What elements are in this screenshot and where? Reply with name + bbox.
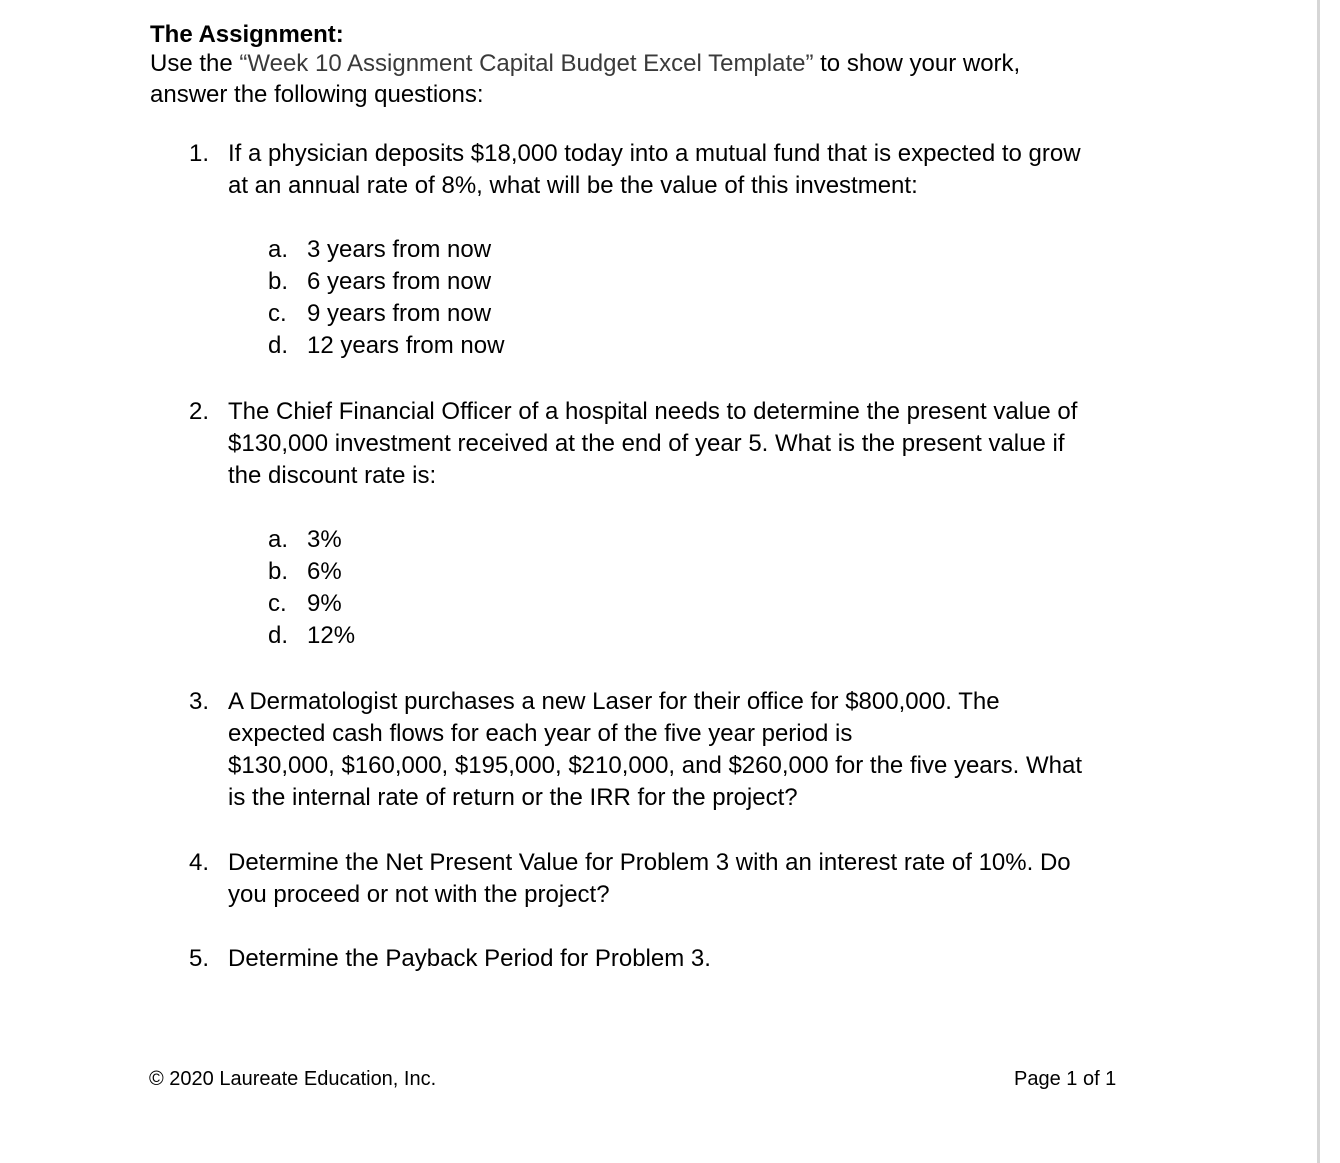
sub-item-letter: b. — [268, 268, 289, 295]
question-text — [228, 686, 1189, 814]
question-text — [228, 943, 1189, 975]
sub-item-letter: b. — [268, 558, 289, 585]
question-3 — [189, 686, 1189, 814]
question-line: A Dermatologist purchases a new Laser for their office for $800,000. The — [228, 688, 1000, 715]
question-line: at an annual rate of 8%, what will be the value of this investment: — [228, 172, 918, 199]
sub-item-letter: c. — [268, 300, 287, 327]
sub-item-letter: a. — [268, 526, 289, 553]
sub-item-text: 12% — [307, 622, 356, 649]
sub-item-letter: c. — [268, 590, 287, 617]
question-line: Determine the Payback Period for Problem 3. — [228, 945, 711, 972]
intro-line-1 — [150, 48, 1150, 79]
question-number: 3. — [189, 688, 210, 715]
question-1 — [189, 138, 1189, 202]
question-number: 4. — [189, 849, 210, 876]
question-line: expected cash flows for each year of the five year period is — [228, 720, 853, 747]
question-line: Determine the Net Present Value for Problem 3 with an interest rate of 10%. Do — [228, 849, 1071, 876]
question-number: 5. — [189, 945, 210, 972]
sub-item-text: 6% — [307, 558, 342, 585]
question-line: you proceed or not with the project? — [228, 881, 610, 908]
question-text — [228, 847, 1189, 911]
intro-line-2: answer the following questions: — [150, 81, 484, 108]
assignment-heading: The Assignment: — [150, 21, 344, 48]
page-edge-divider — [1317, 0, 1320, 1163]
question-number: 2. — [189, 398, 210, 425]
question-line: is the internal rate of return or the IRR for the project? — [228, 784, 798, 811]
question-text — [228, 138, 1189, 202]
sub-item-letter: a. — [268, 236, 289, 263]
question-line: The Chief Financial Officer of a hospital needs to determine the present value of — [228, 398, 1078, 425]
footer-copyright: © 2020 Laureate Education, Inc. — [149, 1068, 437, 1090]
question-line: If a physician deposits $18,000 today into a mutual fund that is expected to grow — [228, 140, 1081, 167]
question-text — [228, 396, 1189, 492]
sub-item-text: 9 years from now — [307, 300, 492, 327]
sub-item-text: 12 years from now — [307, 332, 505, 359]
sub-item-letter: d. — [268, 332, 289, 359]
intro-prefix: Use the — [150, 50, 240, 77]
sub-item-text: 6 years from now — [307, 268, 492, 295]
intro-suffix: to show your work, — [813, 50, 1021, 77]
sub-item-text: 3 years from now — [307, 236, 492, 263]
question-line: $130,000, $160,000, $195,000, $210,000, and $260,000 for the five years. What — [228, 752, 1082, 779]
question-5 — [189, 943, 1189, 975]
question-4 — [189, 847, 1189, 911]
question-number: 1. — [189, 140, 210, 167]
sub-item-text: 9% — [307, 590, 342, 617]
intro-paragraph — [150, 48, 1150, 110]
sub-item-text: 3% — [307, 526, 342, 553]
template-name: “Week 10 Assignment Capital Budget Excel Template” — [239, 50, 814, 77]
sub-item-letter: d. — [268, 622, 289, 649]
footer-page-number: Page 1 of 1 — [1014, 1068, 1117, 1090]
question-line: the discount rate is: — [228, 462, 437, 489]
question-line: $130,000 investment received at the end of year 5. What is the present value if — [228, 430, 1065, 457]
question-2 — [189, 396, 1189, 492]
